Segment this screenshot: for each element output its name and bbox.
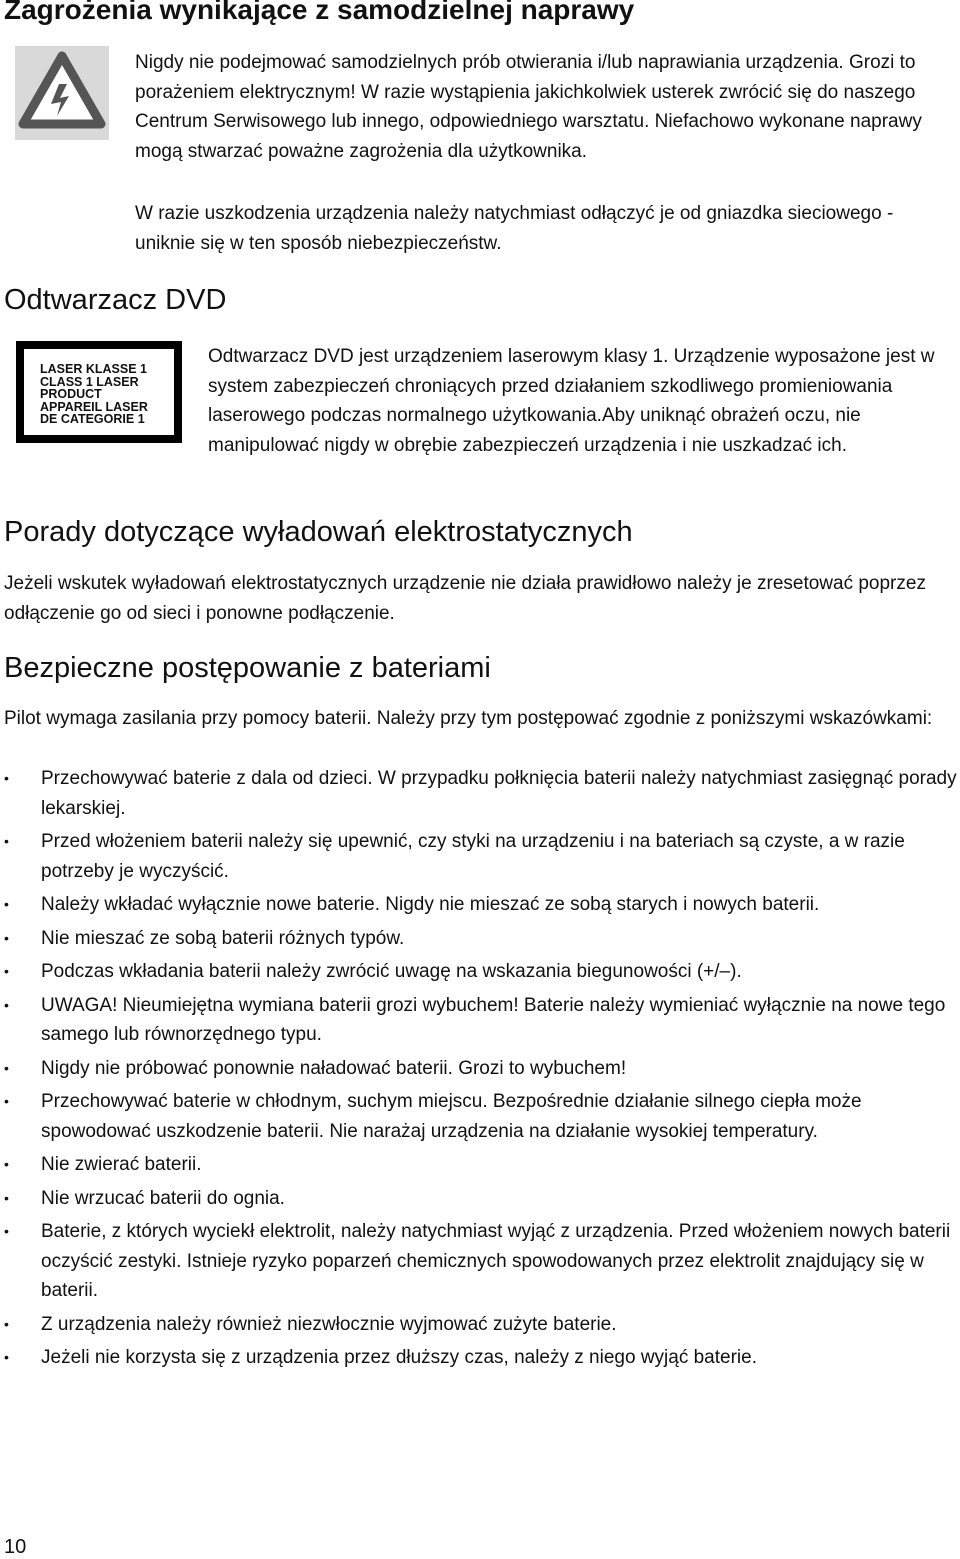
- list-item: [0, 1150, 960, 1180]
- bullet-icon: •: [4, 1189, 9, 1206]
- list-item: [0, 1343, 960, 1373]
- list-item: [0, 1217, 960, 1306]
- list-item-text: Nie zwierać baterii.: [41, 1154, 202, 1175]
- disconnect-warning-paragraph: W razie uszkodzenia urządzenia należy natychmiast odłączyć je od gniazdka sieciowego - uniknie się w ten sposób niebezpieczeństw.: [135, 203, 894, 254]
- list-item: [0, 827, 960, 886]
- list-item-text: Przechowywać baterie w chłodnym, suchym miejscu. Bezpośrednie działanie silnego ciepła może spowodować uszkodzenie baterii. Nie narażaj urządzenia na działanie wysokiej temperatury.: [41, 1091, 862, 1142]
- bullet-icon: •: [4, 896, 9, 912]
- list-item: [0, 1087, 960, 1146]
- section-title-esd: Porady dotyczące wyładowań elektrostatycznych: [4, 516, 633, 548]
- list-item-text: Nie mieszać ze sobą baterii różnych typów.: [41, 927, 405, 949]
- laser-label-line: LASER KLASSE 1: [40, 362, 147, 376]
- section-title-dvd: Odtwarzacz DVD: [4, 284, 227, 316]
- laser-label-line: CLASS 1 LASER: [40, 374, 139, 389]
- bullet-icon: •: [4, 1223, 9, 1239]
- dvd-laser-paragraph: Odtwarzacz DVD jest urządzeniem laserowym klasy 1. Urządzenie wyposażone jest w system zabezpieczeń chroniących przed działaniem szkodliwego promieniowania laserowego podczas normalnego użytkowania.Aby uniknąć obrażeń oczu, nie manipulować nigdy w obrębie zabezpieczeń urządzenia i nie uszkadzać ich.: [208, 346, 935, 456]
- laser-label-line: DE CATEGORIE 1: [40, 412, 145, 426]
- laser-label-text: [40, 363, 148, 426]
- list-item: [0, 957, 960, 987]
- list-item-text: Podczas wkładania baterii należy zwrócić uwagę na wskazania biegunowości (+/–).: [41, 961, 742, 982]
- bullet-icon: •: [4, 996, 9, 1013]
- list-item-text: Z urządzenia należy również niezwłocznie wyjmować zużyte baterie.: [41, 1313, 617, 1335]
- laser-label-line: APPAREIL LASER: [40, 399, 148, 414]
- bullet-icon: •: [4, 963, 9, 979]
- section-title-batteries: Bezpieczne postępowanie z bateriami: [4, 652, 491, 684]
- list-item-text: Nigdy nie próbować ponownie naładować baterii. Grozi to wybuchem!: [41, 1057, 627, 1079]
- laser-label-line: PRODUCT: [40, 387, 102, 401]
- laser-class-label: [16, 341, 182, 443]
- list-item-text: Baterie, z których wyciekł elektrolit, należy natychmiast wyjąć z urządzenia. Przed włożeniem nowych baterii oczyścić zestyki. Istnieje ryzyko poparzeń chemicznych spowodowanych przez elektrolit znajdujący się w baterii.: [41, 1221, 951, 1301]
- list-item: [0, 1310, 960, 1340]
- page-number: 10: [4, 1536, 27, 1558]
- bullet-icon: •: [4, 770, 9, 786]
- bullet-icon: •: [4, 1315, 9, 1332]
- list-item-text: Należy wkładać wyłącznie nowe baterie. Nigdy nie mieszać ze sobą starych i nowych baterii.: [41, 894, 820, 915]
- bullet-icon: •: [4, 1093, 9, 1109]
- bullet-icon: •: [4, 1156, 9, 1172]
- repair-warning-paragraph: Nigdy nie podejmować samodzielnych prób otwierania i/lub naprawiania urządzenia. Grozi to porażeniem elektrycznym! W razie wystąpienia jakichkolwiek usterek zwrócić się do naszego Centrum Serwisowego lub innego, odpowiedniego warsztatu. Niefachowo wykonane naprawy mogą stwarzać poważne zagrożenia dla użytkownika.: [135, 52, 922, 162]
- list-item-text: UWAGA! Nieumiejętna wymiana baterii grozi wybuchem! Baterie należy wymieniać wyłącznie na nowe tego samego lub równorzędnego typu.: [41, 994, 946, 1045]
- bullet-icon: •: [4, 1059, 9, 1076]
- list-item: [0, 991, 960, 1050]
- list-item-text: Jeżeli nie korzysta się z urządzenia przez dłuższy czas, należy z niego wyjąć baterie.: [41, 1347, 757, 1368]
- batteries-intro-paragraph: Pilot wymaga zasilania przy pomocy baterii. Należy przy tym postępować zgodnie z poniższymi wskazówkami:: [4, 708, 933, 729]
- esd-paragraph: Jeżeli wskutek wyładowań elektrostatycznych urządzenie nie działa prawidłowo należy je zresetować poprzez odłączenie go od sieci i ponowne podłączenie.: [4, 573, 926, 624]
- list-item: [0, 764, 960, 823]
- battery-safety-list: [0, 764, 960, 1377]
- list-item: [0, 1054, 960, 1084]
- bullet-icon: •: [4, 833, 9, 849]
- list-item-text: Przed włożeniem baterii należy się upewnić, czy styki na urządzeniu i na bateriach są czyste, a w razie potrzeby je wyczyścić.: [41, 831, 905, 882]
- list-item: [0, 890, 960, 920]
- list-item: [0, 924, 960, 954]
- list-item-text: Przechowywać baterie z dala od dzieci. W przypadku połknięcia baterii należy natychmiast zasięgnąć porady lekarskiej.: [41, 768, 957, 819]
- high-voltage-warning-icon: [15, 46, 109, 140]
- bullet-icon: •: [4, 1349, 9, 1365]
- section-title-repair-hazards: Zagrożenia wynikające z samodzielnej naprawy: [4, 0, 635, 25]
- bullet-icon: •: [4, 929, 9, 946]
- list-item-text: Nie wrzucać baterii do ognia.: [41, 1187, 285, 1209]
- list-item: [0, 1184, 960, 1214]
